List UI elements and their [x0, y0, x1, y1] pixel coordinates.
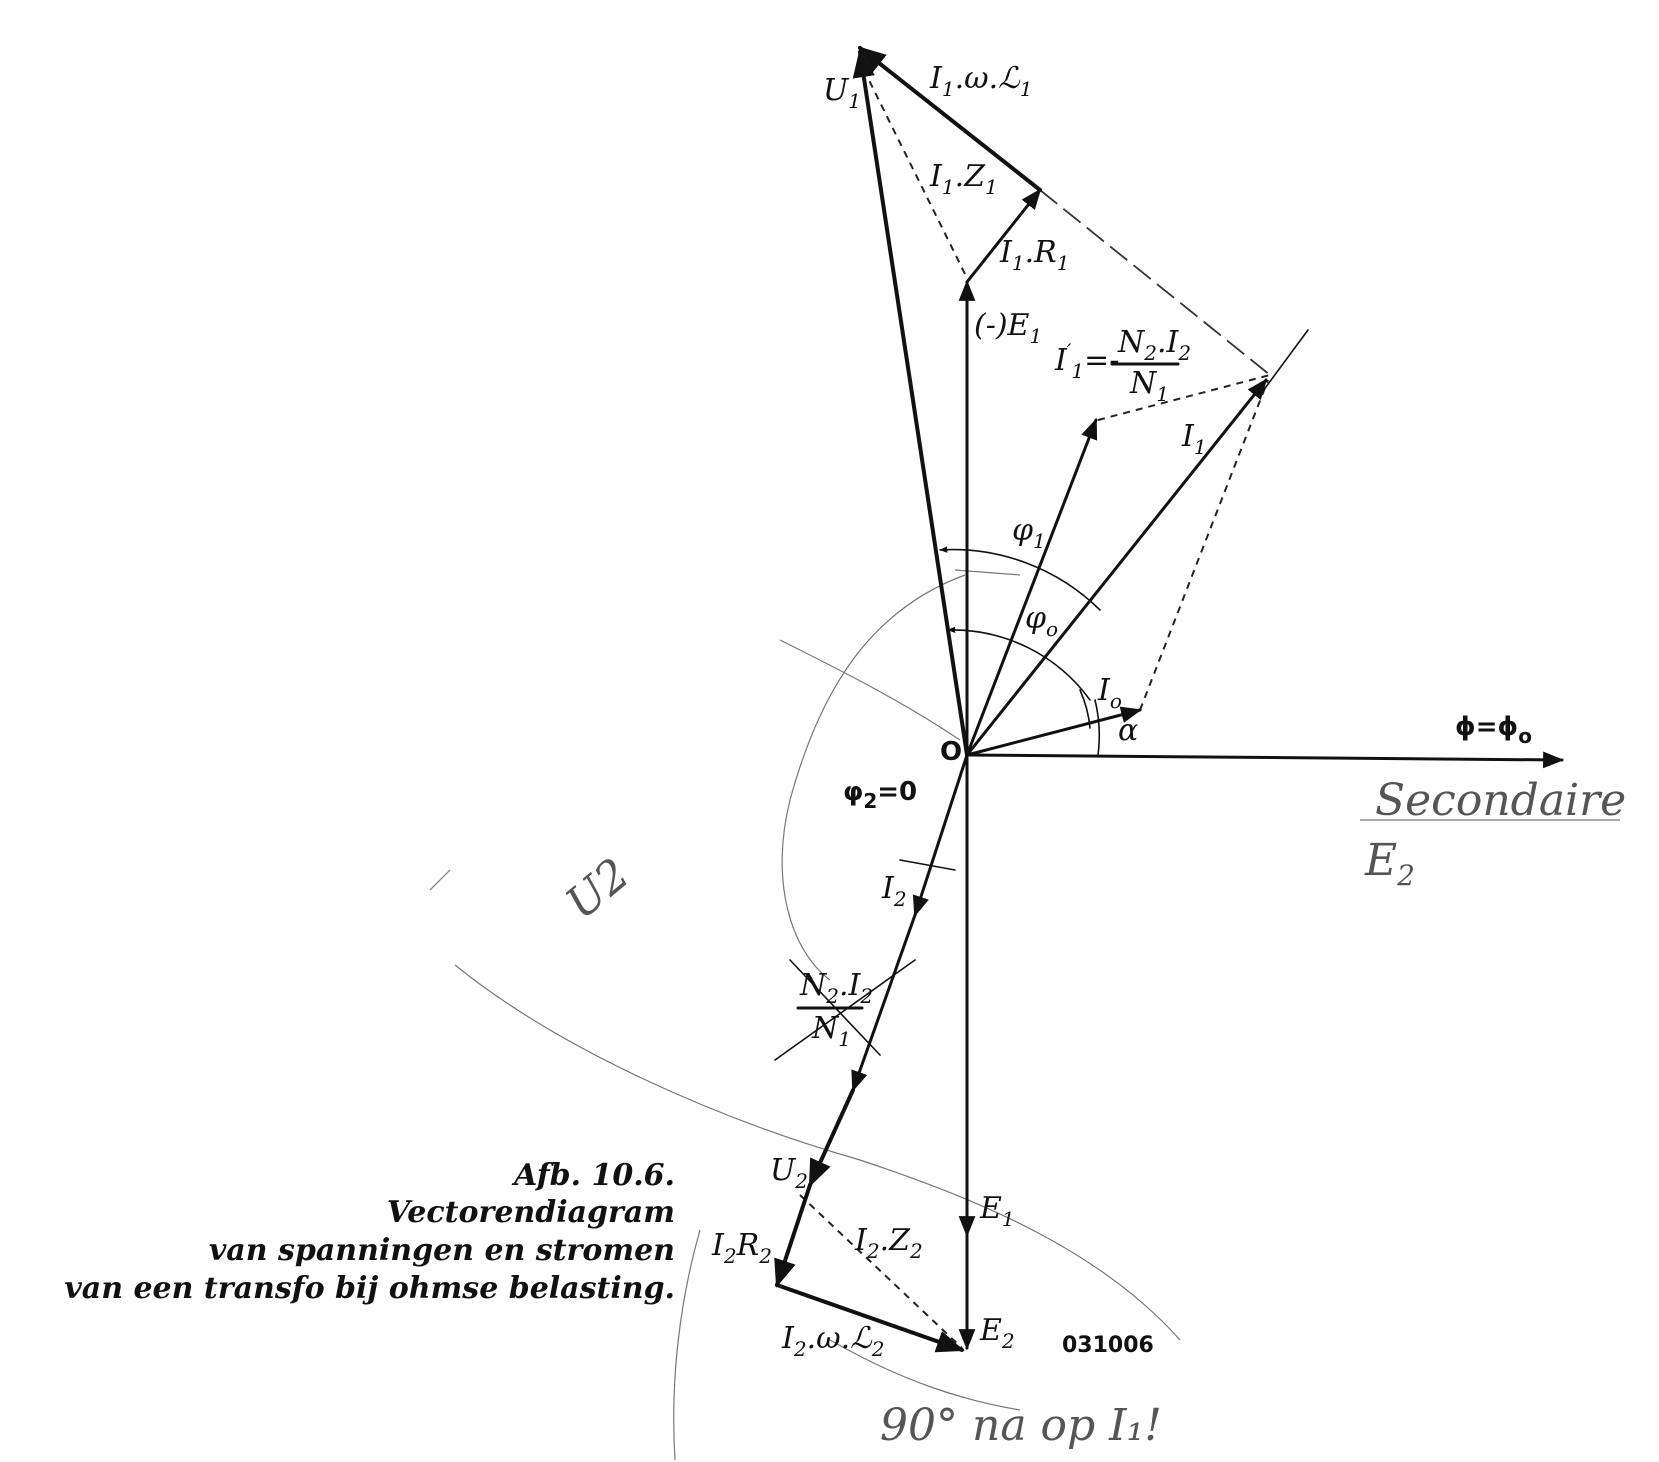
label-E1-neg: $(-)E_1$: [974, 308, 1043, 348]
label-origin: O: [940, 737, 963, 767]
label-alpha: α: [1118, 713, 1139, 748]
handwritten-note: 90° na op I₁!: [880, 1400, 1162, 1451]
label-I1: $I_1$: [1182, 419, 1207, 459]
label-I1wL1: $I_1.\omega.ℒ_1$: [930, 61, 1033, 101]
handwritten-e2: $E_2$: [1365, 835, 1415, 892]
label-U1: $U_1$: [823, 73, 862, 113]
label-E1: $E_1$: [980, 1191, 1015, 1231]
label-phi2: $\varphi_2=0$: [843, 777, 918, 813]
label-phi1: $\varphi_1$: [1012, 513, 1046, 553]
U2-vector: [810, 1090, 853, 1185]
label-N1-low: $N_1$: [812, 1011, 851, 1051]
label-I1Z1: $I_1.Z_1$: [930, 159, 998, 199]
label-I2R2: $I_2R_2$: [712, 1228, 772, 1268]
caption-line-1: Afb. 10.6.: [513, 1158, 675, 1193]
figure-caption: [64, 1158, 675, 1306]
label-I0: $I_o$: [1098, 673, 1122, 713]
caption-line-3: van spanningen en stromen: [208, 1233, 675, 1268]
label-N2I2: $N_2.I_2$: [1118, 325, 1192, 365]
figure-code: 031006: [1062, 1333, 1154, 1358]
pencil-annotations: [430, 570, 1620, 1460]
label-I2: $I_2$: [882, 871, 907, 911]
label-I1R1: $I_1.R_1$: [1000, 235, 1070, 275]
label-U2: $U_2$: [770, 1153, 809, 1193]
label-N2I2-low: $N_2.I_2$: [800, 968, 874, 1008]
label-flux: $\phi=\phi_o$: [1455, 712, 1532, 748]
label-I1prime: $I'_1=-$: [1055, 339, 1120, 383]
I2R2-vector: [777, 1185, 810, 1285]
label-N1: $N_1$: [1130, 366, 1169, 406]
I1prime-vector: [967, 420, 1096, 755]
label-I2wL2: $I_2.\omega.ℒ_2$: [782, 1321, 885, 1361]
label-phi0: $\varphi_o$: [1025, 601, 1059, 641]
U1-vector: [860, 52, 967, 755]
I2-vector: [915, 755, 967, 915]
handwritten-u2: U2: [556, 848, 640, 930]
handwritten-secondaire: Secondaire: [1375, 775, 1627, 826]
label-E2: $E_2$: [980, 1313, 1015, 1353]
I0-vector: [967, 710, 1140, 755]
caption-line-4: van een transfo bij ohmse belasting.: [64, 1271, 675, 1306]
label-I2Z2: $I_2.Z_2$: [855, 1223, 923, 1263]
caption-line-2: Vectorendiagram: [386, 1195, 675, 1230]
flux-vector: [967, 755, 1562, 760]
vectors: [777, 48, 1562, 1350]
